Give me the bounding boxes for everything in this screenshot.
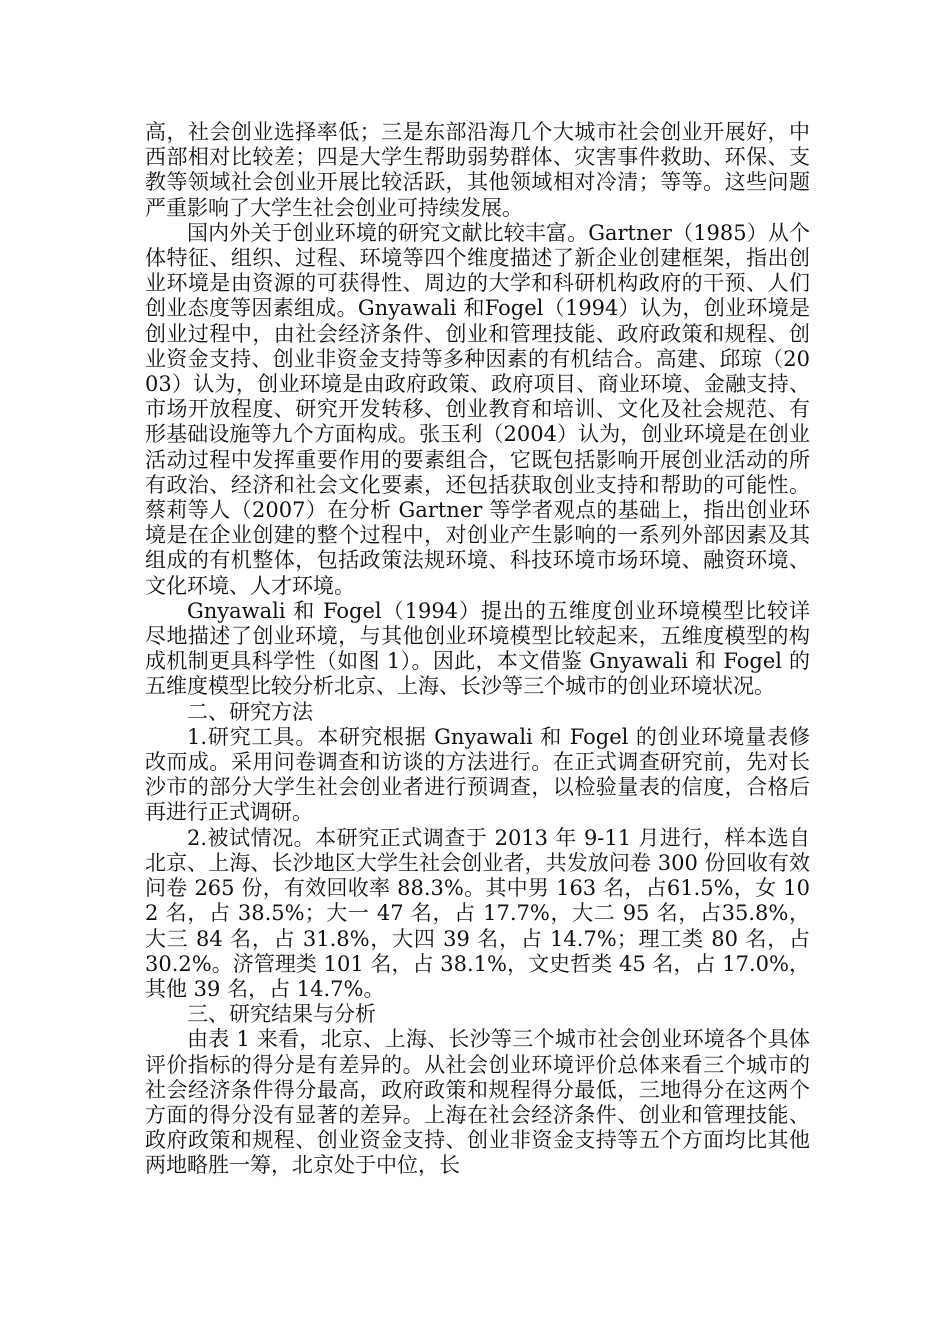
paragraph-participants: 2.被试情况。本研究正式调查于 2013 年 9-11 月进行，样本选自北京、上海、长沙地区大学生社会创业者，共发放问卷 300 份回收有效问卷 265 份，有效回收率 88.3%。其中男 163 名，占61.5%，女 102 名，占 38.5%；大一 47 名，占 17.7%，大二 95 名，占35.8%，大三 84 名，占 31.8%，大四 39 名，占 14.7%；理工类 80 名，占 30.2%。济管理类 101 名，占 38.1%，文史哲类 45 名，占 17.0%，其他 39 名，占 14.7%。: [145, 825, 810, 1001]
paragraph-literature-review: 国内外关于创业环境的研究文献比较丰富。Gartner（1985）从个体特征、组织、过程、环境等四个维度描述了新企业创建框架，指出创业环境是由资源的可获得性、周边的大学和科研机构政府的干预、人们创业态度等因素组成。Gnyawali 和Fogel（1994）认为，创业环境是创业过程中，由社会经济条件、创业和管理技能、政府政策和规程、创业资金支持、创业非资金支持等多种因素的有机结合。高建、邱琼（2003）认为，创业环境是由政府政策、政府项目、商业环境、金融支持、市场开放程度、研究开发转移、创业教育和培训、文化及社会规范、有形基础设施等九个方面构成。张玉利（2004）认为，创业环境是在创业活动过程中发挥重要作用的要素组合，它既包括影响开展创业活动的所有政治、经济和社会文化要素，还包括获取创业支持和帮助的可能性。蔡莉等人（2007）在分析 Gartner 等学者观点的基础上，指出创业环境是在企业创建的整个过程中，对创业产生影响的一系列外部因素及其组成的有机整体，包括政策法规环境、科技环境市场环境、融资环境、文化环境、人才环境。: [145, 220, 810, 598]
paragraph-results-analysis: 由表 1 来看，北京、上海、长沙等三个城市社会创业环境各个具体评价指标的得分是有差异的。从社会创业环境评价总体来看三个城市的社会经济条件得分最高，政府政策和规程得分最低，三地得分在这两个方面的得分没有显著的差异。上海在社会经济条件、创业和管理技能、政府政策和规程、创业资金支持、创业非资金支持等五个方面均比其他两地略胜一筹，北京处于中位，长: [145, 1027, 810, 1178]
section-heading-results: 三、研究结果与分析: [187, 1002, 376, 1027]
paragraph-research-tools: 1.研究工具。本研究根据 Gnyawali 和 Fogel 的创业环境量表修改而成。采用问卷调查和访谈的方法进行。在正式调查研究前，先对长沙市的部分大学生社会创业者进行预调查，以检验量表的信度，合格后再进行正式调研。: [145, 724, 810, 825]
paragraph-intro-continuation: 高，社会创业选择率低；三是东部沿海几个大城市社会创业开展好，中西部相对比较差；四是大学生帮助弱势群体、灾害事件救助、环保、支教等领域社会创业开展比较活跃，其他领域相对冷清；等等。这些问题严重影响了大学生社会创业可持续发展。: [145, 120, 810, 220]
section-heading-methods: 二、研究方法: [187, 699, 313, 724]
paragraph-five-dimension-model: Gnyawali 和 Fogel（1994）提出的五维度创业环境模型比较详尽地描述了创业环境，与其他创业环境模型比较起来，五维度模型的构成机制更具科学性（如图 1）。因此，本文借鉴 Gnyawali 和 Fogel 的五维度模型比较分析北京、上海、长沙等三个城市的创业环境状况。: [145, 598, 810, 699]
document-page: [145, 120, 810, 1179]
